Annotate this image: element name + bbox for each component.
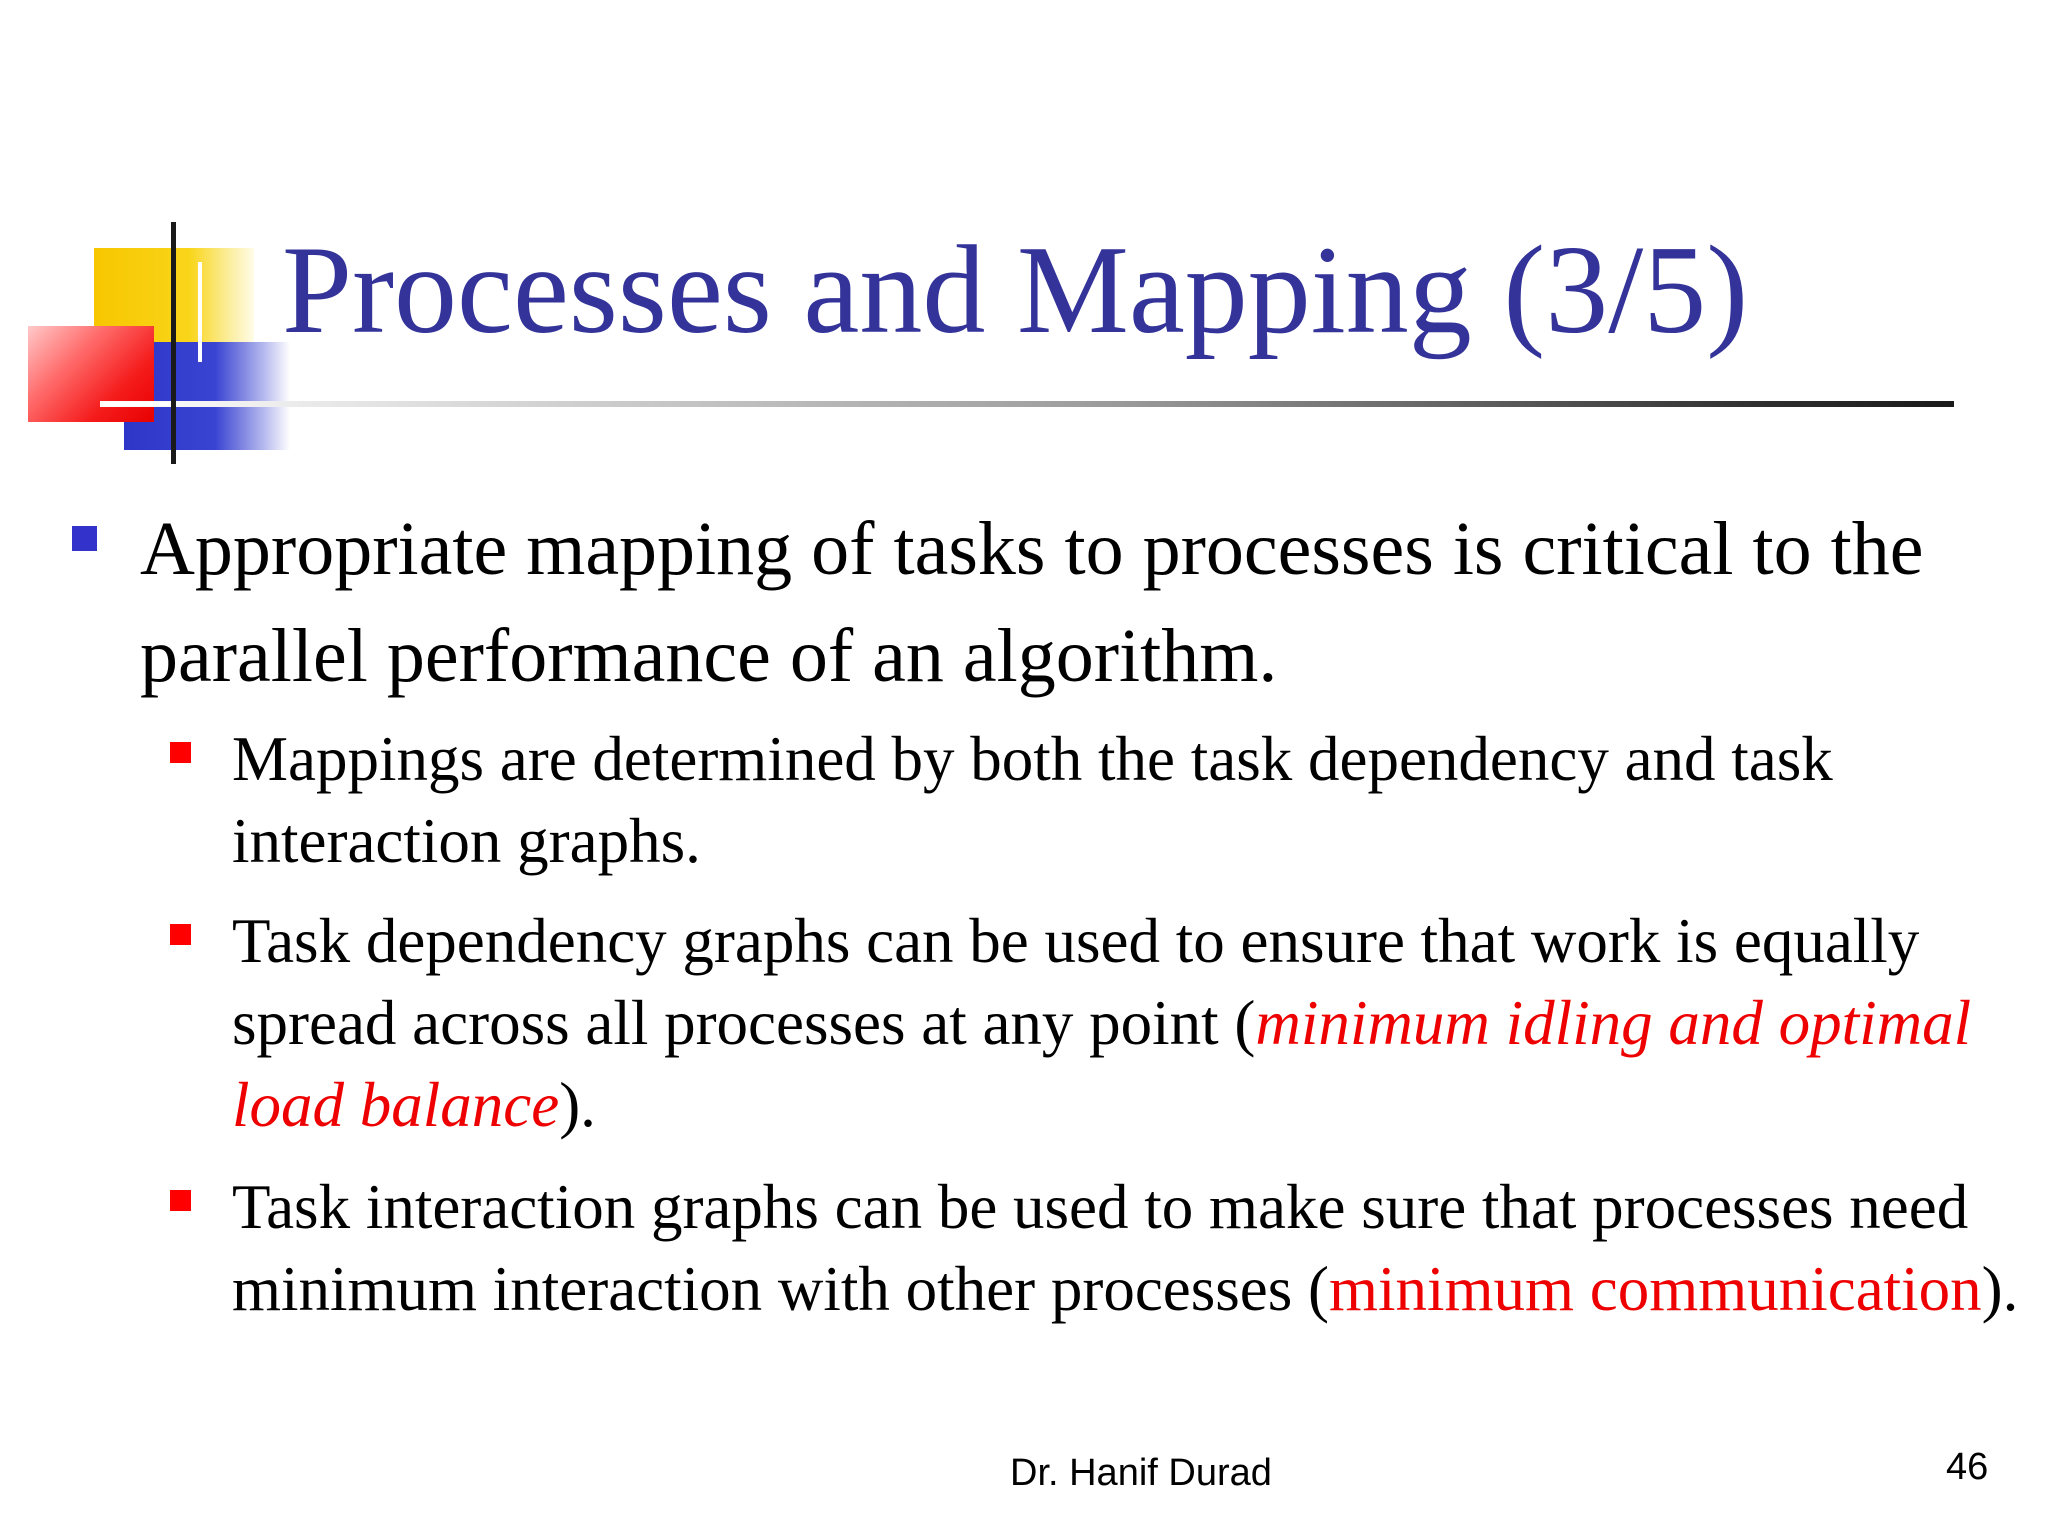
main-bullet-text: Appropriate mapping of tasks to processes is critical to the parallel performance of an algorithm. (140, 507, 1924, 698)
sub-bullet-1-text: Mappings are determined by both the task dependency and task interaction graphs. (232, 724, 1833, 876)
decor-white-vertical-line (198, 262, 202, 362)
sub-bullet-3-emphasis: minimum communication (1329, 1254, 1982, 1324)
page-number: 46 (1946, 1446, 1989, 1488)
red-square-bullet-icon (170, 742, 191, 763)
blue-square-bullet-icon (72, 526, 97, 551)
sub-bullet-1 (232, 718, 2032, 882)
footer-author: Dr. Hanif Durad (1010, 1452, 1272, 1494)
main-bullet (140, 496, 2040, 710)
sub-bullet-3-closing: ). (1981, 1254, 2019, 1324)
sub-bullet-2 (232, 900, 2032, 1146)
decor-vertical-rule (171, 222, 176, 464)
decor-red-square (28, 326, 154, 422)
sub-bullet-2-text: Task dependency graphs can be used to ensure that work is equally spread across all processes at any point ( (232, 906, 1920, 1058)
slide-title: Processes and Mapping (3/5) (282, 221, 1749, 360)
sub-bullet-3-text: Task interaction graphs can be used to make sure that processes need minimum interaction with other processes ( (232, 1172, 1969, 1324)
sub-bullet-2-emphasis: minimum idling and optimal load balance (232, 988, 1972, 1140)
title-underline (100, 401, 1954, 407)
sub-bullet-3 (232, 1166, 2032, 1330)
sub-bullet-2-closing: ). (559, 1070, 596, 1140)
decor-white-horizontal-line (100, 402, 170, 406)
red-square-bullet-icon (170, 1190, 191, 1211)
red-square-bullet-icon (170, 924, 191, 945)
